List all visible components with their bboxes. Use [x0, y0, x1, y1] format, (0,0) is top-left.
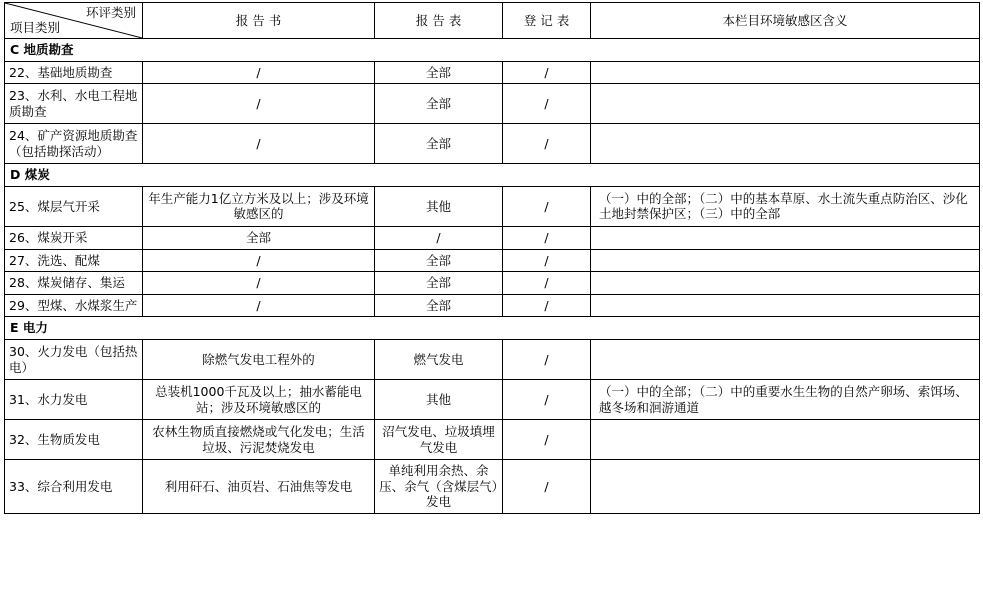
cell-project-category: 24、矿产资源地质勘查（包括勘探活动） [5, 124, 143, 164]
cell-registration-form: / [503, 340, 591, 380]
cell-project-category: 22、基础地质勘查 [5, 61, 143, 84]
cell-report-book: 总装机1000千瓦及以上；抽水蓄能电站；涉及环境敏感区的 [143, 380, 375, 420]
section-header-row [5, 39, 980, 62]
header-corner-bottom-label: 项目类别 [10, 20, 61, 36]
cell-report-form: 单纯利用余热、余压、余气（含煤层气）发电 [375, 460, 503, 514]
cell-report-form: 全部 [375, 124, 503, 164]
cell-report-book: / [143, 249, 375, 272]
cell-project-category: 26、煤炭开采 [5, 226, 143, 249]
cell-registration-form: / [503, 272, 591, 295]
cell-sensitive-area-meaning: （一）中的全部；（二）中的重要水生生物的自然产卵场、索饵场、越冬场和洄游通道 [591, 380, 980, 420]
table-row [5, 420, 980, 460]
cell-report-book: 除燃气发电工程外的 [143, 340, 375, 380]
cell-report-book: 年生产能力1亿立方米及以上；涉及环境敏感区的 [143, 186, 375, 226]
eia-category-table [4, 2, 980, 514]
cell-registration-form: / [503, 226, 591, 249]
table-row [5, 124, 980, 164]
cell-registration-form: / [503, 380, 591, 420]
cell-report-book: 全部 [143, 226, 375, 249]
cell-registration-form: / [503, 294, 591, 317]
table-row [5, 380, 980, 420]
cell-report-form: 全部 [375, 294, 503, 317]
header-col-meaning: 本栏目环境敏感区含义 [591, 3, 980, 39]
table-row [5, 340, 980, 380]
cell-report-form: 全部 [375, 249, 503, 272]
cell-report-form: 燃气发电 [375, 340, 503, 380]
cell-registration-form: / [503, 84, 591, 124]
cell-sensitive-area-meaning [591, 272, 980, 295]
cell-report-book: / [143, 294, 375, 317]
section-title: E 电力 [5, 317, 980, 340]
section-title: C 地质勘查 [5, 39, 980, 62]
cell-sensitive-area-meaning [591, 294, 980, 317]
cell-sensitive-area-meaning [591, 420, 980, 460]
table-row [5, 460, 980, 514]
cell-sensitive-area-meaning [591, 61, 980, 84]
header-corner-top-label: 环评类别 [85, 5, 136, 20]
cell-registration-form: / [503, 124, 591, 164]
table-row [5, 186, 980, 226]
table-body [5, 39, 980, 514]
cell-report-form: 全部 [375, 61, 503, 84]
cell-project-category: 33、综合利用发电 [5, 460, 143, 514]
cell-sensitive-area-meaning [591, 340, 980, 380]
header-row [5, 3, 980, 39]
cell-sensitive-area-meaning [591, 226, 980, 249]
cell-project-category: 32、生物质发电 [5, 420, 143, 460]
cell-registration-form: / [503, 420, 591, 460]
cell-sensitive-area-meaning [591, 84, 980, 124]
header-corner-cell [5, 3, 143, 39]
cell-sensitive-area-meaning [591, 460, 980, 514]
cell-registration-form: / [503, 61, 591, 84]
table-row [5, 84, 980, 124]
table-row [5, 61, 980, 84]
cell-sensitive-area-meaning [591, 124, 980, 164]
cell-report-form: 全部 [375, 272, 503, 295]
header-col-registration: 登 记 表 [503, 3, 591, 39]
cell-report-book: / [143, 84, 375, 124]
cell-registration-form: / [503, 249, 591, 272]
cell-report-form: 沼气发电、垃圾填埋气发电 [375, 420, 503, 460]
header-col-report-book: 报 告 书 [143, 3, 375, 39]
cell-project-category: 27、洗选、配煤 [5, 249, 143, 272]
cell-report-book: / [143, 124, 375, 164]
table-row [5, 226, 980, 249]
cell-report-book: 农林生物质直接燃烧或气化发电；生活垃圾、污泥焚烧发电 [143, 420, 375, 460]
table-row [5, 294, 980, 317]
cell-report-form: 其他 [375, 186, 503, 226]
cell-project-category: 31、水力发电 [5, 380, 143, 420]
cell-report-book: / [143, 272, 375, 295]
cell-project-category: 30、火力发电（包括热电） [5, 340, 143, 380]
table-header [5, 3, 980, 39]
section-header-row [5, 164, 980, 187]
cell-sensitive-area-meaning: （一）中的全部；（二）中的基本草原、水土流失重点防治区、沙化土地封禁保护区；（三）中的全部 [591, 186, 980, 226]
cell-report-book: / [143, 61, 375, 84]
cell-report-form: / [375, 226, 503, 249]
cell-project-category: 23、水利、水电工程地质勘查 [5, 84, 143, 124]
cell-report-form: 全部 [375, 84, 503, 124]
cell-sensitive-area-meaning [591, 249, 980, 272]
section-header-row [5, 317, 980, 340]
cell-project-category: 29、型煤、水煤浆生产 [5, 294, 143, 317]
header-col-report-form: 报 告 表 [375, 3, 503, 39]
cell-project-category: 25、煤层气开采 [5, 186, 143, 226]
cell-report-book: 利用矸石、油页岩、石油焦等发电 [143, 460, 375, 514]
section-title: D 煤炭 [5, 164, 980, 187]
cell-registration-form: / [503, 460, 591, 514]
table-row [5, 272, 980, 295]
table-row [5, 249, 980, 272]
cell-report-form: 其他 [375, 380, 503, 420]
cell-project-category: 28、煤炭储存、集运 [5, 272, 143, 295]
cell-registration-form: / [503, 186, 591, 226]
